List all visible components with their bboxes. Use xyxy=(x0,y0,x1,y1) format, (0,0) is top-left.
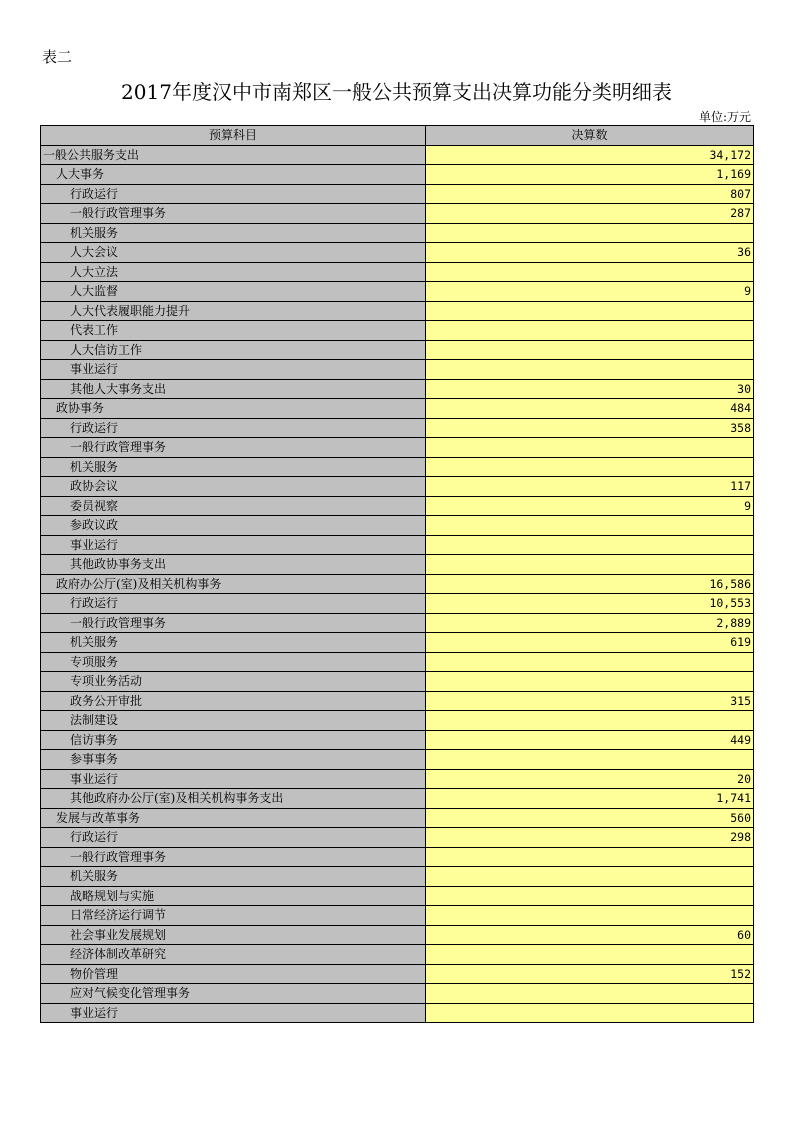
subject-cell: 委员视察 xyxy=(41,496,426,516)
subject-cell: 一般行政管理事务 xyxy=(41,847,426,867)
subject-cell: 政协会议 xyxy=(41,477,426,497)
table-row xyxy=(41,516,754,536)
table-row xyxy=(41,867,754,887)
table-row xyxy=(41,496,754,516)
table-row xyxy=(41,223,754,243)
subject-cell: 事业运行 xyxy=(41,769,426,789)
table-row xyxy=(41,750,754,770)
table-row xyxy=(41,886,754,906)
subject-cell: 行政运行 xyxy=(41,184,426,204)
amount-cell xyxy=(426,945,754,965)
table-row xyxy=(41,457,754,477)
subject-cell: 一般行政管理事务 xyxy=(41,204,426,224)
subject-cell: 政务公开审批 xyxy=(41,691,426,711)
amount-cell xyxy=(426,847,754,867)
amount-cell: 484 xyxy=(426,399,754,419)
amount-cell: 560 xyxy=(426,808,754,828)
table-row xyxy=(41,535,754,555)
table-row xyxy=(41,379,754,399)
subject-cell: 事业运行 xyxy=(41,360,426,380)
amount-cell xyxy=(426,262,754,282)
amount-cell xyxy=(426,672,754,692)
amount-cell: 152 xyxy=(426,964,754,984)
amount-cell: 449 xyxy=(426,730,754,750)
table-row xyxy=(41,594,754,614)
subject-cell: 机关服务 xyxy=(41,457,426,477)
subject-cell: 人大立法 xyxy=(41,262,426,282)
subject-cell: 社会事业发展规划 xyxy=(41,925,426,945)
amount-cell: 60 xyxy=(426,925,754,945)
table-row xyxy=(41,769,754,789)
unit-label: 单位:万元 xyxy=(698,110,751,124)
subject-cell: 物价管理 xyxy=(41,964,426,984)
table-row xyxy=(41,808,754,828)
table-row xyxy=(41,321,754,341)
table-row xyxy=(41,613,754,633)
amount-cell xyxy=(426,340,754,360)
table-row xyxy=(41,964,754,984)
amount-cell xyxy=(426,223,754,243)
table-row xyxy=(41,184,754,204)
subject-cell: 事业运行 xyxy=(41,535,426,555)
subject-cell: 事业运行 xyxy=(41,1003,426,1023)
amount-cell: 10,553 xyxy=(426,594,754,614)
amount-cell: 315 xyxy=(426,691,754,711)
amount-cell xyxy=(426,360,754,380)
subject-cell: 其他政府办公厅(室)及相关机构事务支出 xyxy=(41,789,426,809)
amount-cell: 298 xyxy=(426,828,754,848)
table-row xyxy=(41,906,754,926)
subject-cell: 机关服务 xyxy=(41,633,426,653)
amount-cell xyxy=(426,457,754,477)
amount-cell: 619 xyxy=(426,633,754,653)
amount-cell: 1,169 xyxy=(426,165,754,185)
subject-cell: 人大事务 xyxy=(41,165,426,185)
subject-cell: 战略规划与实施 xyxy=(41,886,426,906)
subject-cell: 代表工作 xyxy=(41,321,426,341)
subject-cell: 经济体制改革研究 xyxy=(41,945,426,965)
column-header-subject: 预算科目 xyxy=(41,126,426,146)
table-row xyxy=(41,945,754,965)
table-row xyxy=(41,360,754,380)
amount-cell xyxy=(426,652,754,672)
table-row xyxy=(41,301,754,321)
amount-cell xyxy=(426,438,754,458)
subject-cell: 行政运行 xyxy=(41,594,426,614)
table-row xyxy=(41,730,754,750)
subject-cell: 其他人大事务支出 xyxy=(41,379,426,399)
amount-cell: 34,172 xyxy=(426,145,754,165)
amount-cell xyxy=(426,711,754,731)
subject-cell: 政协事务 xyxy=(41,399,426,419)
amount-cell: 117 xyxy=(426,477,754,497)
subject-cell: 专项业务活动 xyxy=(41,672,426,692)
subject-cell: 一般行政管理事务 xyxy=(41,613,426,633)
subject-cell: 机关服务 xyxy=(41,867,426,887)
table-row xyxy=(41,145,754,165)
subject-cell: 法制建设 xyxy=(41,711,426,731)
table-row xyxy=(41,925,754,945)
table-row xyxy=(41,984,754,1004)
table-row xyxy=(41,418,754,438)
amount-cell xyxy=(426,321,754,341)
subject-cell: 行政运行 xyxy=(41,828,426,848)
column-header-amount: 决算数 xyxy=(426,126,754,146)
amount-cell: 9 xyxy=(426,496,754,516)
table-row xyxy=(41,243,754,263)
table-row xyxy=(41,652,754,672)
table-row xyxy=(41,672,754,692)
table-row xyxy=(41,477,754,497)
table-row xyxy=(41,262,754,282)
table-number-label: 表二 xyxy=(42,48,73,66)
table-row xyxy=(41,711,754,731)
amount-cell: 807 xyxy=(426,184,754,204)
table-row xyxy=(41,691,754,711)
subject-cell: 专项服务 xyxy=(41,652,426,672)
table-row xyxy=(41,340,754,360)
subject-cell: 其他政协事务支出 xyxy=(41,555,426,575)
subject-cell: 人大监督 xyxy=(41,282,426,302)
amount-cell xyxy=(426,301,754,321)
subject-cell: 政府办公厅(室)及相关机构事务 xyxy=(41,574,426,594)
subject-cell: 行政运行 xyxy=(41,418,426,438)
amount-cell: 16,586 xyxy=(426,574,754,594)
subject-cell: 发展与改革事务 xyxy=(41,808,426,828)
table-row xyxy=(41,1003,754,1023)
table-row xyxy=(41,847,754,867)
table-row xyxy=(41,165,754,185)
amount-cell: 2,889 xyxy=(426,613,754,633)
table-body xyxy=(41,145,754,1023)
table-header-row xyxy=(41,126,754,146)
amount-cell xyxy=(426,555,754,575)
table-row xyxy=(41,555,754,575)
table-row xyxy=(41,574,754,594)
table-row xyxy=(41,438,754,458)
amount-cell xyxy=(426,750,754,770)
subject-cell: 参事事务 xyxy=(41,750,426,770)
subject-cell: 日常经济运行调节 xyxy=(41,906,426,926)
page-title: 2017年度汉中市南郑区一般公共预算支出决算功能分类明细表 xyxy=(121,80,672,104)
amount-cell xyxy=(426,1003,754,1023)
subject-cell: 一般行政管理事务 xyxy=(41,438,426,458)
budget-table xyxy=(40,125,754,1023)
subject-cell: 人大代表履职能力提升 xyxy=(41,301,426,321)
amount-cell: 358 xyxy=(426,418,754,438)
table-row xyxy=(41,633,754,653)
table-row xyxy=(41,204,754,224)
subject-cell: 应对气候变化管理事务 xyxy=(41,984,426,1004)
amount-cell xyxy=(426,984,754,1004)
amount-cell xyxy=(426,886,754,906)
amount-cell: 20 xyxy=(426,769,754,789)
table-row xyxy=(41,828,754,848)
table-row xyxy=(41,282,754,302)
amount-cell: 1,741 xyxy=(426,789,754,809)
subject-cell: 机关服务 xyxy=(41,223,426,243)
subject-cell: 人大会议 xyxy=(41,243,426,263)
amount-cell: 287 xyxy=(426,204,754,224)
subject-cell: 参政议政 xyxy=(41,516,426,536)
table-row xyxy=(41,789,754,809)
amount-cell xyxy=(426,867,754,887)
subject-cell: 人大信访工作 xyxy=(41,340,426,360)
amount-cell: 9 xyxy=(426,282,754,302)
amount-cell: 30 xyxy=(426,379,754,399)
table-row xyxy=(41,399,754,419)
amount-cell: 36 xyxy=(426,243,754,263)
amount-cell xyxy=(426,906,754,926)
subject-cell: 一般公共服务支出 xyxy=(41,145,426,165)
subject-cell: 信访事务 xyxy=(41,730,426,750)
amount-cell xyxy=(426,516,754,536)
amount-cell xyxy=(426,535,754,555)
